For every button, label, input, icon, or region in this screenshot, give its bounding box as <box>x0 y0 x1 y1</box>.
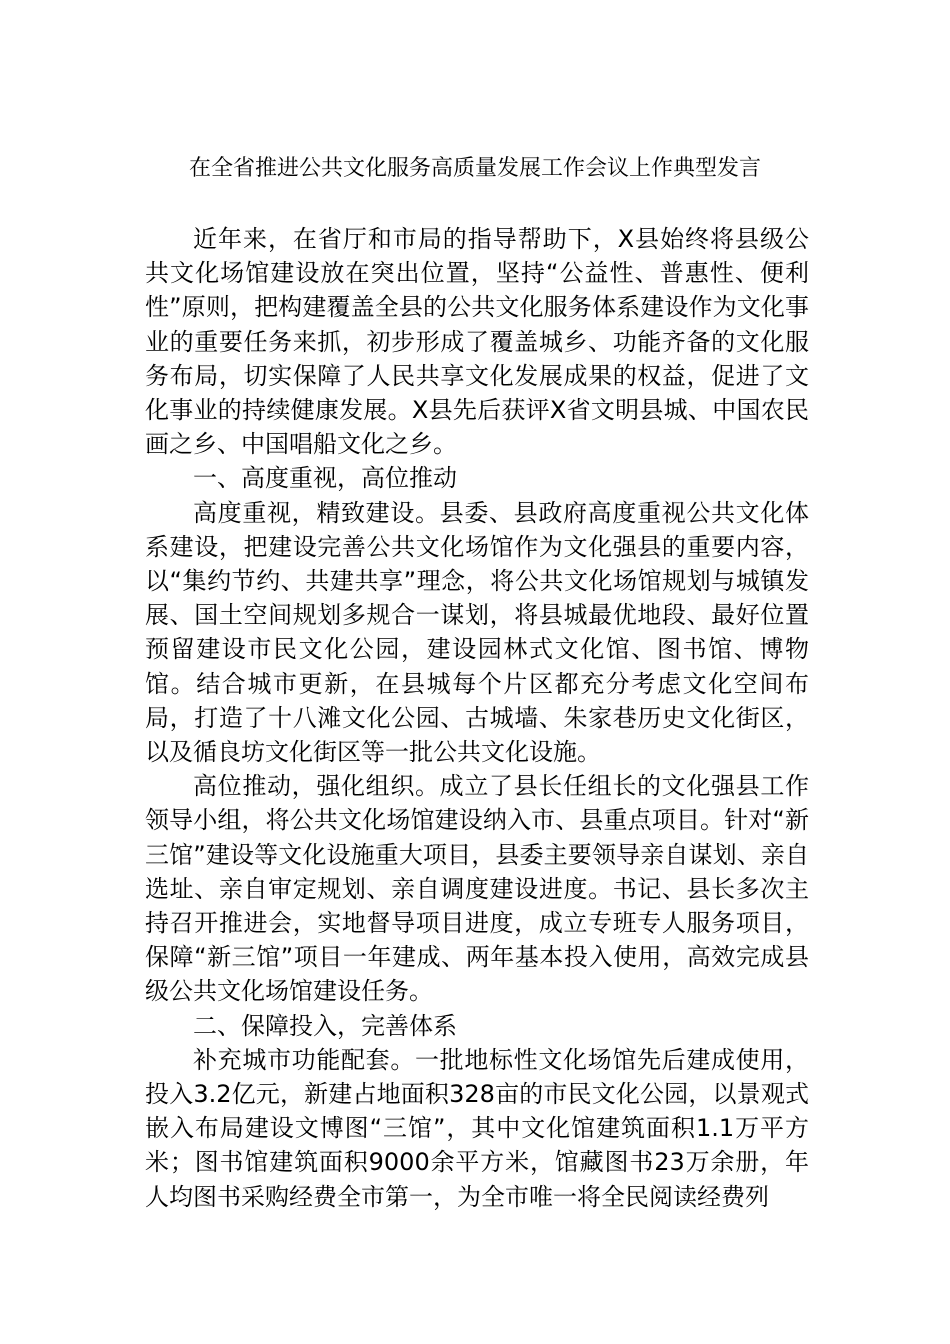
document-title: 在全省推进公共文化服务高质量发展工作会议上作典型发言 <box>188 156 761 181</box>
section-heading-2: 二、保障投入，完善体系 <box>193 1011 457 1040</box>
paragraph-high-level-push: 高位推动，强化组织。成立了县长任组长的文化强县工作领导小组，将公共文化场馆建设纳入市、县重点项目。针对“新三馆”建设等文化设施重大项目，县委主要领导亲自谋划、亲自选址、亲自审定规划、亲自调度建设进度。书记、县长多次主持召开推进会，实地督导项目进度，成立专班专人服务项目，保障“新三馆”项目一年建成、两年基本投入使用，高效完成县级公共文化场馆建设任务。 <box>145 772 809 1006</box>
paragraph-city-functions: 补充城市功能配套。一批地标性文化场馆先后建成使用，投入3.2亿元，新建占地面积328亩的市民文化公园，以景观式嵌入布局建设文博图“三馆”，其中文化馆建筑面积1.1万平方米；图书馆建筑面积9000余平方米，馆藏图书23万余册，年人均图书采购经费全市第一，为全市唯一将全民阅读经费列 <box>145 1045 809 1211</box>
document-body <box>145 222 809 1214</box>
section-heading-1: 一、高度重视，高位推动 <box>193 464 457 493</box>
paragraph-high-attention: 高度重视，精致建设。县委、县政府高度重视公共文化体系建设，把建设完善公共文化场馆作为文化强县的重要内容，以“集约节约、共建共享”理念，将公共文化场馆规划与城镇发展、国土空间规划多规合一谋划，将县城最优地段、最好位置预留建设市民文化公园，建设园林式文化馆、图书馆、博物馆。结合城市更新，在县城每个片区都充分考虑文化空间布局，打造了十八滩文化公园、古城墙、朱家巷历史文化街区，以及循良坊文化街区等一批公共文化设施。 <box>145 498 809 767</box>
paragraph-intro: 近年来，在省厅和市局的指导帮助下，X县始终将县级公共文化场馆建设放在突出位置，坚持“公益性、普惠性、便利性”原则，把构建覆盖全县的公共文化服务体系建设作为文化事业的重要任务来抓，初步形成了覆盖城乡、功能齐备的文化服务布局，切实保障了人民共享文化发展成果的权益，促进了文化事业的持续健康发展。X县先后获评X省文明县城、中国农民画之乡、中国唱船文化之乡。 <box>145 225 809 459</box>
